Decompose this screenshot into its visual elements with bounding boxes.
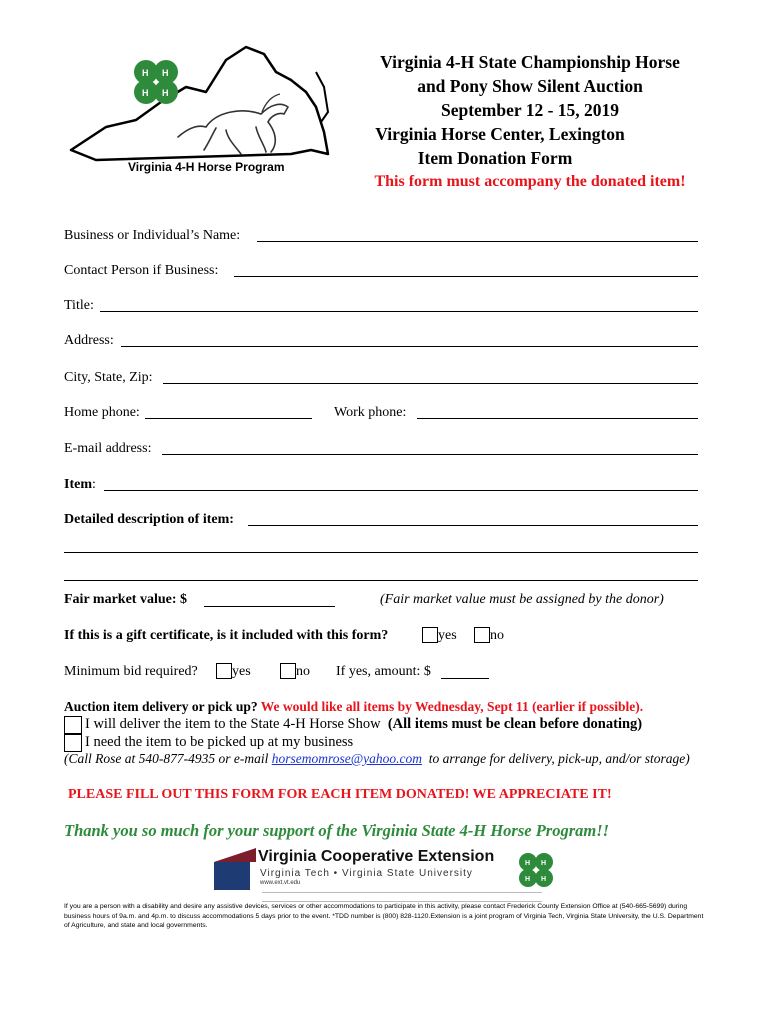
contact-instructions xyxy=(64,751,690,767)
vce-url: www.ext.vt.edu xyxy=(260,880,301,886)
vce-subtitle: Virginia Tech • Virginia State University xyxy=(260,868,473,879)
contact-person-field[interactable] xyxy=(234,276,698,277)
svg-text:H: H xyxy=(142,88,149,98)
item-label xyxy=(64,477,96,493)
description-field-line-2[interactable] xyxy=(64,552,698,553)
description-label: Detailed description of item: xyxy=(64,512,234,527)
address-label: Address: xyxy=(64,333,114,348)
4h-clover-footer-icon xyxy=(516,850,556,890)
clean-items-note: (All items must be clean before donating) xyxy=(387,716,643,732)
business-name-field[interactable] xyxy=(257,241,698,242)
description-field-line-3[interactable] xyxy=(64,580,698,581)
deliver-item-checkbox[interactable] xyxy=(64,716,82,734)
header-line-3: September 12 - 15, 2019 xyxy=(440,100,620,120)
header-line-2: and Pony Show Silent Auction xyxy=(417,76,643,96)
call-suffix: to arrange for delivery, pick-up, and/or storage) xyxy=(428,751,690,766)
fair-market-label: Fair market value: $ xyxy=(64,592,187,607)
gift-cert-no-checkbox[interactable] xyxy=(474,627,490,643)
item-field[interactable] xyxy=(104,490,698,491)
description-field-line-1[interactable] xyxy=(248,525,698,526)
delivery-line xyxy=(64,699,643,715)
header-line-4: Virginia Horse Center, Lexington xyxy=(375,124,625,144)
svg-text:H: H xyxy=(142,68,149,78)
svg-text:H: H xyxy=(541,860,547,867)
min-bid-amount-label: If yes, amount: $ xyxy=(336,664,431,679)
delivery-question: Auction item delivery or pick up? xyxy=(64,699,258,714)
email-label: E-mail address: xyxy=(64,441,152,456)
fair-market-field[interactable] xyxy=(204,606,335,607)
accompany-notice: This form must accompany the donated item! xyxy=(374,173,686,190)
vce-mark-icon xyxy=(214,848,256,890)
contact-person-label: Contact Person if Business: xyxy=(64,263,219,278)
svg-text:H: H xyxy=(162,68,169,78)
gift-cert-yes-label: yes xyxy=(438,628,457,643)
min-bid-no-checkbox[interactable] xyxy=(280,663,296,679)
min-bid-yes-label: yes xyxy=(232,664,251,679)
header-line-1: Virginia 4-H State Championship Horse xyxy=(380,52,680,72)
address-field[interactable] xyxy=(121,346,698,347)
logo-caption: Virginia 4-H Horse Program xyxy=(128,160,285,174)
work-phone-label: Work phone: xyxy=(334,405,407,420)
min-bid-question: Minimum bid required? xyxy=(64,664,198,679)
gift-cert-no-label: no xyxy=(490,628,504,643)
deliver-item-label: I will deliver the item to the State 4-H Horse Show xyxy=(85,716,381,732)
deliver-item-option xyxy=(85,716,642,733)
svg-text:H: H xyxy=(541,876,547,883)
gift-cert-yes-checkbox[interactable] xyxy=(422,627,438,643)
title-label: Title: xyxy=(64,298,94,313)
pickup-item-checkbox[interactable] xyxy=(64,734,82,752)
min-bid-yes-checkbox[interactable] xyxy=(216,663,232,679)
home-phone-label: Home phone: xyxy=(64,405,140,420)
vce-fine-print xyxy=(262,892,542,902)
min-bid-no-label: no xyxy=(296,664,310,679)
svg-text:H: H xyxy=(525,876,531,883)
city-state-zip-label: City, State, Zip: xyxy=(64,370,153,385)
email-field[interactable] xyxy=(162,454,698,455)
contact-email-link[interactable]: horsemomrose@yahoo.com xyxy=(271,751,423,766)
item-label-text: Item xyxy=(64,477,92,492)
city-state-zip-field[interactable] xyxy=(163,383,698,384)
4h-clover-icon xyxy=(134,60,178,104)
business-name-label: Business or Individual’s Name: xyxy=(64,228,241,243)
delivery-request: We would like all items by Wednesday, Sept 11 (earlier if possible). xyxy=(260,699,644,714)
form-title: Item Donation Form xyxy=(417,148,573,168)
accessibility-disclaimer: If you are a person with a disability and desire any assistive devices, services or other accommodations to participate in this activity, please contact Frederick County Extension Office at (540-665-5699) during business hours of 9a.m. and 4p.m. to discuss accommodations 5 days prior to the event. *TDD number is (800) 828-1120.Extension is a joint program of Virginia Tech, Virginia State University, the U.S. Department of Agriculture, and state and local governments. xyxy=(64,903,704,929)
min-bid-amount-field[interactable] xyxy=(441,678,489,679)
gift-certificate-question: If this is a gift certificate, is it included with this form? xyxy=(64,628,389,643)
svg-text:H: H xyxy=(162,88,169,98)
item-label-colon: : xyxy=(92,477,96,492)
fill-out-notice: PLEASE FILL OUT THIS FORM FOR EACH ITEM DONATED! WE APPRECIATE IT! xyxy=(68,787,612,802)
title-field[interactable] xyxy=(100,311,698,312)
home-phone-field[interactable] xyxy=(145,418,312,419)
pickup-item-label: I need the item to be picked up at my business xyxy=(85,734,354,750)
work-phone-field[interactable] xyxy=(417,418,698,419)
call-prefix: (Call Rose at 540-877-4935 or e-mail xyxy=(64,751,269,766)
thank-you-message: Thank you so much for your support of the Virginia State 4-H Horse Program!! xyxy=(64,821,610,840)
svg-text:H: H xyxy=(525,860,531,867)
fair-market-note: (Fair market value must be assigned by the donor) xyxy=(380,592,664,607)
vce-title: Virginia Cooperative Extension xyxy=(258,848,495,865)
vce-logo xyxy=(214,848,514,890)
